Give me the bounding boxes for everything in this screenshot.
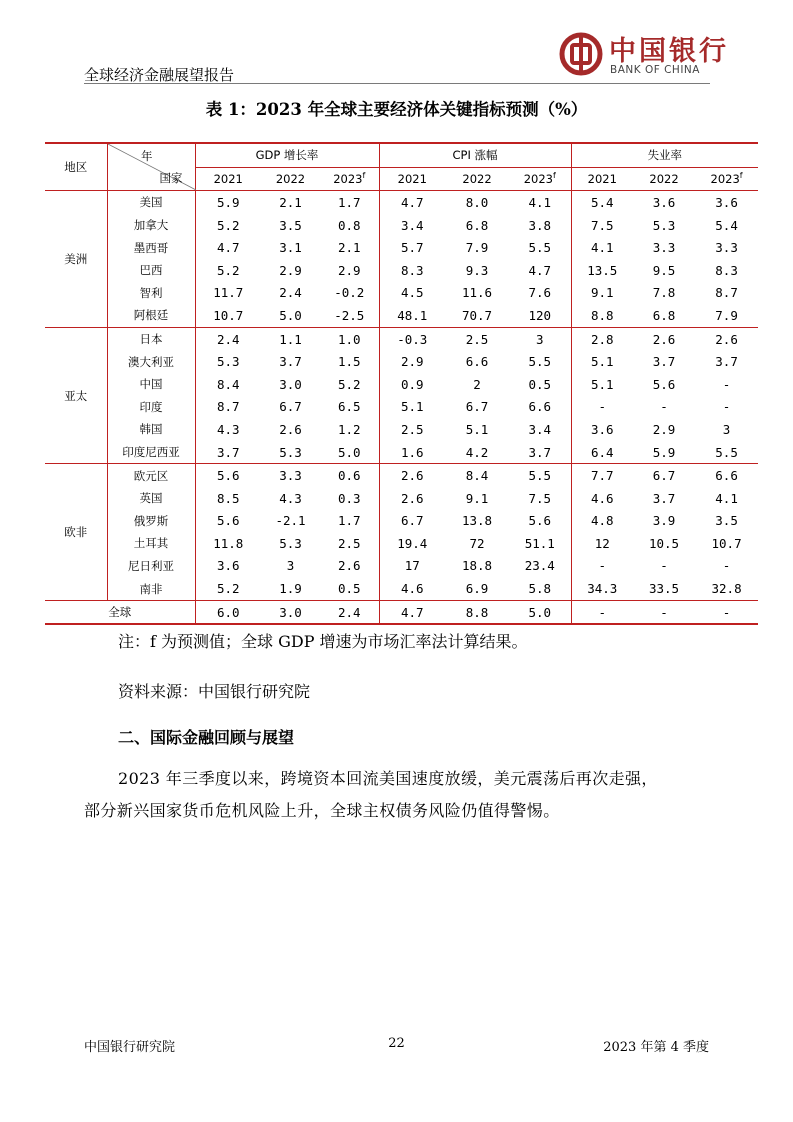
- table-cell: 6.6: [695, 464, 758, 487]
- table-cell: 11.6: [461, 285, 493, 301]
- table-cell: 3.4: [509, 418, 571, 441]
- table-cell: 11.7: [213, 285, 244, 301]
- table-cell: 0.9: [400, 376, 424, 392]
- corner-header: [107, 143, 195, 191]
- table-cell: 2.9: [652, 421, 676, 437]
- table-cell: 5.1: [465, 421, 489, 437]
- report-title: 全球经济金融展望报告: [84, 66, 235, 84]
- table-cell: 2: [473, 376, 481, 392]
- table-row: [45, 464, 758, 487]
- table-cell: 9.3: [465, 262, 489, 278]
- table-cell: 3: [509, 327, 571, 350]
- table-row: [45, 532, 758, 555]
- table-cell: 2.5: [400, 421, 424, 437]
- country-label: 俄罗斯: [107, 510, 195, 533]
- table-row: [45, 327, 758, 350]
- table-cell: 8.8: [591, 307, 614, 323]
- table-cell: 6.5: [320, 396, 379, 419]
- table-cell: 1.5: [320, 350, 379, 373]
- table-cell: 2.4: [279, 285, 302, 301]
- table-cell: 5.6: [216, 513, 240, 529]
- table-cell: 0.5: [509, 373, 571, 396]
- table-cell: 3: [722, 421, 731, 437]
- table-cell: 6.7: [400, 513, 424, 529]
- table-cell: 34.3: [587, 581, 618, 597]
- table-cell: 6.4: [591, 444, 614, 460]
- table-cell: -: [722, 558, 731, 574]
- table-cell: 5.2: [320, 373, 379, 396]
- table-cell: 7.6: [509, 282, 571, 305]
- table-cell: 6.7: [633, 464, 695, 487]
- table-row: [45, 236, 758, 259]
- table-cell: 5.6: [509, 510, 571, 533]
- table-cell: 5.0: [279, 307, 302, 323]
- table-cell: 4.5: [400, 285, 424, 301]
- table-row: [45, 373, 758, 396]
- country-label: 美国: [107, 191, 195, 214]
- table-cell: -2.5: [320, 304, 379, 327]
- table-cell: 5.5: [509, 350, 571, 373]
- table-cell: 3.7: [279, 354, 302, 370]
- table-cell: 0.5: [320, 577, 379, 600]
- table-cell: 3.0: [261, 600, 320, 624]
- table-cell: 5.0: [320, 441, 379, 464]
- table-cell: 2.5: [445, 327, 509, 350]
- table-cell: 8.7: [715, 285, 738, 301]
- corner-country-label: 国家: [159, 171, 183, 186]
- table-row: [45, 304, 758, 327]
- group-header: CPI 涨幅: [379, 143, 571, 167]
- table-cell: 5.2: [216, 581, 240, 597]
- table-cell: 70.7: [461, 307, 493, 323]
- forecast-mark: f: [362, 171, 366, 181]
- table-cell: 3.1: [279, 240, 302, 256]
- table-cell: 4.3: [279, 490, 302, 506]
- table-row: [45, 441, 758, 464]
- table-cell: 13.5: [587, 262, 618, 278]
- table-cell: 1.7: [320, 191, 379, 214]
- region-label: 美洲: [45, 191, 107, 328]
- table-cell: 8.5: [216, 490, 240, 506]
- table-cell: 48.1: [397, 307, 428, 323]
- table-cell: 2.1: [320, 236, 379, 259]
- table-cell: 9.5: [652, 262, 676, 278]
- country-label: 英国: [107, 487, 195, 510]
- table-row: [45, 350, 758, 373]
- year-header: 2021: [571, 167, 633, 191]
- table-cell: 5.4: [715, 217, 738, 233]
- country-label: 墨西哥: [107, 236, 195, 259]
- table-cell: 3.3: [261, 464, 320, 487]
- header-divider: [84, 83, 710, 84]
- body-paragraph: [84, 763, 710, 827]
- table-cell: 7.5: [591, 217, 614, 233]
- year-header: 2023$^f$: [509, 167, 571, 191]
- year-header: 2022: [633, 167, 695, 191]
- corner-year-label: 年: [141, 149, 153, 163]
- page-number: 22: [388, 1036, 405, 1051]
- table-cell: 8.7: [216, 399, 240, 415]
- country-label: 土耳其: [107, 532, 195, 555]
- table-cell: 11.8: [213, 535, 244, 551]
- table-cell: 2.6: [633, 327, 695, 350]
- table-cell: 5.9: [216, 194, 240, 210]
- table-cell: 2.6: [279, 421, 302, 437]
- country-label: 中国: [107, 373, 195, 396]
- table-cell: 3.0: [279, 376, 302, 392]
- table-cell: 5.6: [195, 464, 261, 487]
- table-cell: 5.3: [216, 354, 240, 370]
- country-label: 日本: [107, 327, 195, 350]
- table-cell: -: [722, 376, 731, 392]
- table-cell: 2.1: [279, 194, 302, 210]
- table-cell: 7.5: [509, 487, 571, 510]
- country-label: 澳大利亚: [107, 350, 195, 373]
- table-cell: 4.2: [465, 444, 489, 460]
- table-cell: 3.6: [216, 558, 240, 574]
- table-cell: -: [598, 558, 607, 574]
- year-header: 2023$^f$: [320, 167, 379, 191]
- table-cell: 3.8: [509, 214, 571, 237]
- table-cell: 2.8: [571, 327, 633, 350]
- table-cell: 5.5: [715, 444, 738, 460]
- year-header: 2023$^f$: [695, 167, 758, 191]
- table-cell: 5.1: [400, 399, 424, 415]
- table-cell: 6.6: [509, 396, 571, 419]
- table-cell: -0.2: [320, 282, 379, 305]
- table-cell: 5.2: [216, 217, 240, 233]
- table-cell: 72: [469, 535, 485, 551]
- table-cell: 2.9: [400, 354, 424, 370]
- table-cell: 5.6: [652, 376, 676, 392]
- table-cell: 6.7: [465, 399, 489, 415]
- table-cell: 4.3: [216, 421, 240, 437]
- country-label: 南非: [107, 577, 195, 600]
- table-cell: 0.6: [320, 464, 379, 487]
- table-cell: 5.5: [509, 464, 571, 487]
- region-label: 欧非: [45, 464, 107, 601]
- table-cell: 3.7: [652, 490, 676, 506]
- country-label: 巴西: [107, 259, 195, 282]
- table-cell: 10.7: [213, 307, 244, 323]
- country-label: 尼日利亚: [107, 555, 195, 578]
- table-cell: -: [633, 600, 695, 624]
- table-cell: 3.6: [652, 194, 676, 210]
- table-row: [45, 396, 758, 419]
- table-cell: 33.5: [648, 581, 680, 597]
- table-cell: 8.3: [400, 262, 424, 278]
- table-cell: 5.0: [509, 600, 571, 624]
- table-cell: 3: [286, 558, 295, 574]
- table-cell: 4.1: [509, 191, 571, 214]
- table-row: [45, 487, 758, 510]
- table-row: [45, 577, 758, 600]
- table-cell: -2.1: [275, 513, 306, 529]
- table-cell: 4.7: [400, 194, 424, 210]
- table-cell: 1.2: [320, 418, 379, 441]
- table-row: [45, 214, 758, 237]
- table-cell: 5.2: [216, 262, 240, 278]
- table-cell: -: [598, 399, 607, 415]
- country-label: 印度尼西亚: [107, 441, 195, 464]
- table-cell: 0.8: [320, 214, 379, 237]
- table-cell: 120: [509, 304, 571, 327]
- table-cell: 9.1: [465, 490, 489, 506]
- table-cell: 32.8: [711, 581, 742, 597]
- global-label: 全球: [45, 600, 195, 624]
- year-header: 2022: [261, 167, 320, 191]
- table-cell: 3.5: [279, 217, 302, 233]
- table-cell: 7.7: [571, 464, 633, 487]
- table-cell: 5.3: [279, 444, 302, 460]
- table-cell: -: [722, 399, 731, 415]
- table-cell: 6.6: [465, 354, 489, 370]
- table-cell: 8.4: [216, 376, 240, 392]
- country-label: 欧元区: [107, 464, 195, 487]
- table-cell: 7.8: [652, 285, 676, 301]
- table-cell: 2.9: [279, 262, 302, 278]
- table-cell: 6.8: [652, 307, 676, 323]
- table-cell: 6.9: [465, 581, 489, 597]
- table-cell: 12: [594, 535, 610, 551]
- table-cell: -: [660, 558, 668, 574]
- table-cell: 4.7: [379, 600, 445, 624]
- table-cell: 3.7: [509, 441, 571, 464]
- paragraph-line: 部分新兴国家货币危机风险上升，全球主权债务风险仍值得警惕。: [84, 801, 560, 820]
- table-cell: -: [695, 600, 758, 624]
- table-row: [45, 259, 758, 282]
- logo-english-text: BANK OF CHINA: [610, 64, 700, 76]
- year-header: 2021: [379, 167, 445, 191]
- table-cell: -: [571, 600, 633, 624]
- table-cell: 3.7: [652, 354, 676, 370]
- table-cell: 7.9: [465, 240, 489, 256]
- table-cell: 2.9: [320, 259, 379, 282]
- table-cell: 8.0: [465, 194, 489, 210]
- table-title: 表 1：2023 年全球主要经济体关键指标预测（%）: [205, 100, 588, 119]
- table-cell: 5.4: [591, 194, 614, 210]
- table-cell: 2.5: [320, 532, 379, 555]
- table-cell: 5.3: [652, 217, 676, 233]
- country-label: 韩国: [107, 418, 195, 441]
- table-cell: 5.5: [509, 236, 571, 259]
- table-cell: 8.4: [445, 464, 509, 487]
- logo-chinese-text: 中国银行: [609, 36, 729, 67]
- table-cell: 13.8: [461, 513, 493, 529]
- table-cell: 17: [404, 558, 420, 574]
- table-cell: 1.7: [320, 510, 379, 533]
- table-note: 注：f 为预测值；全球 GDP 增速为市场汇率法计算结果。: [118, 632, 528, 651]
- table-cell: 3.3: [652, 240, 676, 256]
- table-cell: 7.9: [715, 307, 738, 323]
- table-cell: 3.4: [400, 217, 424, 233]
- global-row: [45, 600, 758, 624]
- table-cell: 51.1: [509, 532, 571, 555]
- table-cell: 8.3: [715, 262, 738, 278]
- table-row: [45, 191, 758, 214]
- table-cell: 3.3: [715, 240, 738, 256]
- header-row: [45, 143, 758, 167]
- table-cell: 6.8: [465, 217, 489, 233]
- table-cell: 1.1: [261, 327, 320, 350]
- table-cell: 23.4: [509, 555, 571, 578]
- bank-logo: [559, 30, 729, 80]
- forecast-mark: f: [739, 171, 743, 181]
- table-cell: 4.7: [509, 259, 571, 282]
- footer-date: 2023 年第 4 季度: [603, 1040, 709, 1055]
- country-label: 印度: [107, 396, 195, 419]
- table-cell: 6.7: [279, 399, 302, 415]
- table-cell: 1.9: [279, 581, 302, 597]
- section-heading: 二、国际金融回顾与展望: [118, 728, 295, 747]
- table-cell: 2.6: [320, 555, 379, 578]
- table-row: [45, 555, 758, 578]
- table-cell: 5.7: [400, 240, 424, 256]
- table-cell: 2.6: [400, 490, 424, 506]
- indicator-table: [45, 142, 758, 625]
- table-cell: 4.7: [216, 240, 240, 256]
- year-header: 2021: [195, 167, 261, 191]
- table-cell: 19.4: [397, 535, 428, 551]
- table-cell: 3.9: [652, 513, 676, 529]
- table-cell: -0.3: [379, 327, 445, 350]
- table-cell: 10.5: [648, 535, 680, 551]
- table-cell: 8.8: [445, 600, 509, 624]
- region-header: 地区: [45, 143, 107, 191]
- table-cell: 2.4: [320, 600, 379, 624]
- year-header: 2022: [445, 167, 509, 191]
- table-cell: -: [660, 399, 668, 415]
- table-cell: 5.1: [591, 354, 614, 370]
- table-row: [45, 510, 758, 533]
- table-cell: 10.7: [711, 535, 742, 551]
- table-cell: 18.8: [461, 558, 493, 574]
- table-cell: 4.1: [591, 240, 614, 256]
- table-cell: 3.6: [591, 421, 614, 437]
- table-cell: 5.8: [509, 577, 571, 600]
- table-cell: 1.6: [400, 444, 424, 460]
- table-cell: 4.6: [591, 490, 614, 506]
- table-cell: 6.0: [195, 600, 261, 624]
- table-cell: 5.1: [591, 376, 614, 392]
- country-label: 智利: [107, 282, 195, 305]
- table-source: 资料来源：中国银行研究院: [118, 682, 311, 701]
- table-cell: 3.7: [216, 444, 240, 460]
- group-header: 失业率: [571, 143, 758, 167]
- table-cell: 2.6: [379, 464, 445, 487]
- table-cell: 4.1: [715, 490, 738, 506]
- table-cell: 9.1: [591, 285, 614, 301]
- group-header: GDP 增长率: [195, 143, 379, 167]
- table-cell: 5.9: [652, 444, 676, 460]
- table-row: [45, 418, 758, 441]
- table-cell: 5.3: [279, 535, 302, 551]
- paragraph-line: 2023 年三季度以来，跨境资本回流美国速度放缓，美元震荡后再次走强，: [118, 769, 658, 788]
- table-cell: 3.5: [715, 513, 738, 529]
- table-cell: 4.6: [400, 581, 424, 597]
- country-label: 加拿大: [107, 214, 195, 237]
- country-label: 阿根廷: [107, 304, 195, 327]
- table-cell: 3.6: [715, 194, 738, 210]
- table-cell: 2.6: [695, 327, 758, 350]
- table-cell: 3.7: [715, 354, 738, 370]
- table-cell: 2.4: [195, 327, 261, 350]
- region-label: 亚太: [45, 327, 107, 464]
- table-cell: 4.8: [591, 513, 614, 529]
- table-cell: 0.3: [320, 487, 379, 510]
- footer-org: 中国银行研究院: [84, 1040, 176, 1055]
- table-cell: 1.0: [320, 327, 379, 350]
- forecast-mark: f: [553, 171, 556, 181]
- table-row: [45, 282, 758, 305]
- bank-of-china-logo-icon: [559, 32, 603, 76]
